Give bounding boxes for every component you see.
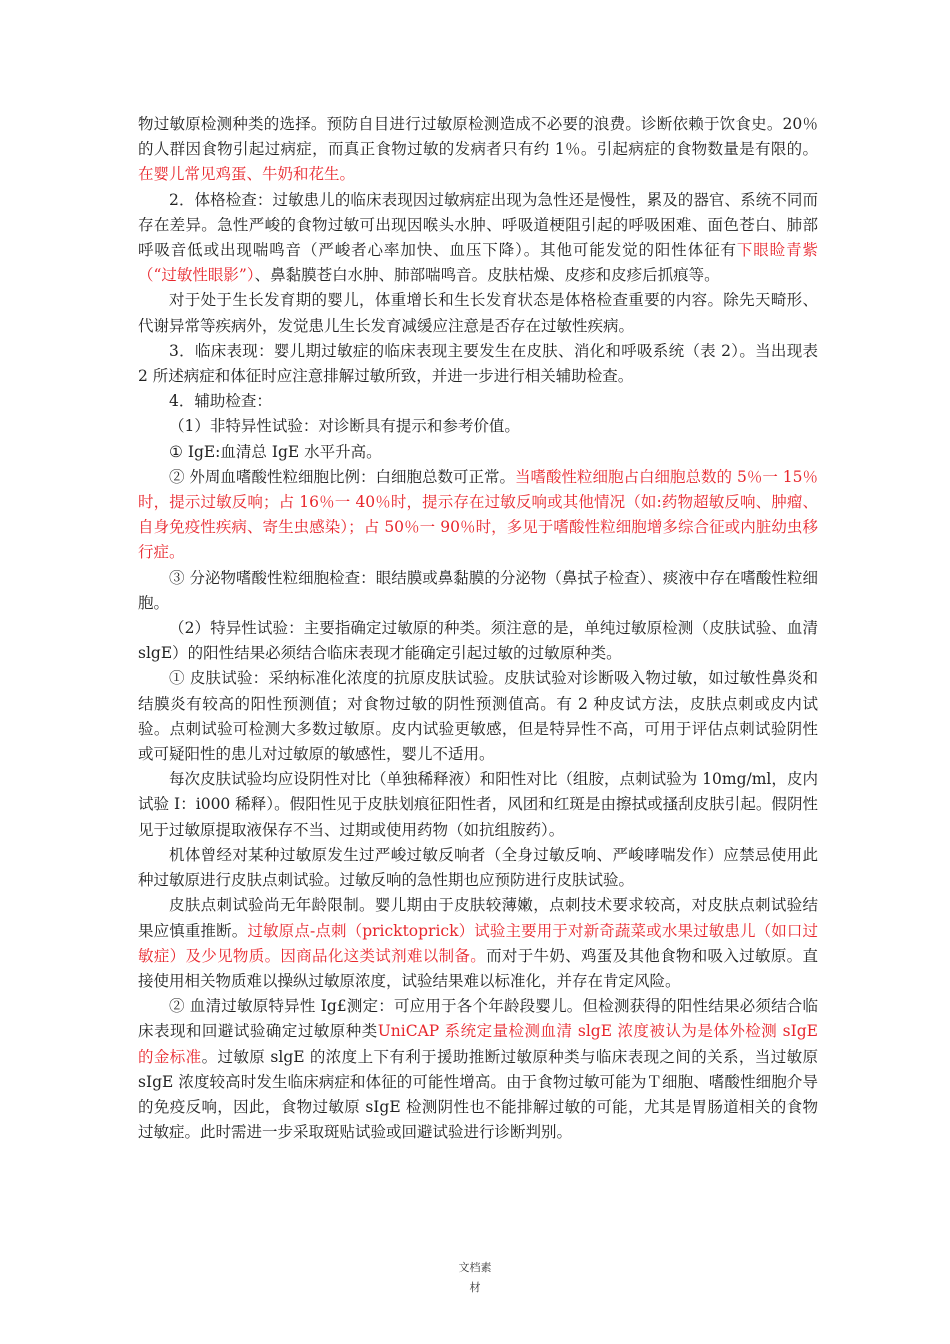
footer-line-1: 文档素 bbox=[458, 1261, 492, 1274]
paragraph-physical-exam: 2．体格检查：过敏患儿的临床表现因过敏病症出现为急性还是慢性，累及的器官、系统不同而存在差异。急性严峻的食物过敏可出现因喉头水肿、呼吸道梗阻引起的呼吸困难、面色苍白、肺部呼吸音低或出现喘鸣音（严峻者心率加快、血压下降）。其他可能发觉的阳性体征有下眼睑青紫（“过敏性眼影”）、鼻黏膜苍白水肿、肺部喘鸣音。皮肤枯燥、皮疹和皮疹后抓痕等。 bbox=[138, 190, 818, 285]
highlight-prick-to-prick: 过敏原点-点刺（pricktoprick）试验主要用于对新奇蔬菜或水果过敏患儿（如口过敏症）及少见物质。因商品化这类试剂难以制备。 bbox=[138, 921, 818, 965]
page-footer bbox=[0, 1258, 950, 1298]
document-body bbox=[138, 112, 818, 1145]
paragraph-total-ige: ① IgE:血清总 IgE 水平升高。 bbox=[169, 442, 382, 461]
paragraph-contraindication: 机体曾经对某种过敏原发生过严峻过敏反响者（全身过敏反响、严峻哮喘发作）应禁忌使用此种过敏原进行皮肤点刺试验。过敏反响的急性期也应预防进行皮肤试验。 bbox=[138, 845, 818, 890]
footer-line-2: 材 bbox=[469, 1281, 481, 1294]
heading-auxiliary-exam: 4．辅助检查： bbox=[169, 392, 272, 411]
heading-specific-tests: （2）特异性试验：主要指确定过敏原的种类。须注意的是，单纯过敏原检测（皮肤试验、血清 slgE）的阳性结果必须结合临床表现才能确定引起过敏的过敏原种类。 bbox=[138, 619, 818, 663]
heading-nonspecific-tests: （1）非特异性试验：对诊断具有提示和参考价值。 bbox=[169, 417, 520, 436]
highlight-eosinophil-ranges: 当嗜酸性粒细胞占白细胞总数的 5％一 15％时，提示过敏反响；占 16％一 40％时，提示存在过敏反响或其他情况（如:药物超敏反响、肿瘤、自身免疫性疾病、寄生虫感染）；占 50％一 90％时，多见于嗜酸性粒细胞增多综合征或内脏幼虫移行症。 bbox=[138, 467, 818, 562]
paragraph-controls: 每次皮肤试验均应设阴性对比（单独稀释液）和阳性对比（组胺，点刺试验为 10mg/ml，皮内试验 I：i000 稀释）。假阳性见于皮肤划痕征阳性者，风团和红斑是由擦拭或搔刮皮肤引起。假阴性见于过敏原提取液保存不当、过期或使用药物（如抗组胺药）。 bbox=[138, 770, 818, 839]
paragraph-growth: 对于处于生长发育期的婴儿，体重增长和生长发育状态是体格检查重要的内容。除先天畸形、代谢异常等疾病外，发觉患儿生长发育减缓应注意是否存在过敏性疾病。 bbox=[138, 291, 818, 335]
highlight-unicap: UniCAP 系统定量检测血清 slgE 浓度被认为是体外检测 sIgE 的金标准 bbox=[138, 1022, 818, 1066]
highlight-common-foods: 在婴儿常见鸡蛋、牛奶和花生。 bbox=[138, 165, 356, 184]
paragraph-clinical: 3．临床表现：婴儿期过敏症的临床表现主要发生在皮肤、消化和呼吸系统（表 2）。当出现表 2 所述病症和体征时应注意排解过敏所致，并进一步进行相关辅助检查。 bbox=[138, 341, 818, 386]
paragraph-skin-test: ① 皮肤试验：采纳标准化浓度的抗原皮肤试验。皮肤试验对诊断吸入物过敏，如过敏性鼻炎和结膜炎有较高的阳性预测值；对食物过敏的阴性预测值高。有 2 种皮试方法，皮肤点刺或皮内试验。点刺试验可检测大多数过敏原。皮内试验更敏感，但是特异性不高，可用于评估点刺试验阴性或可疑阳性的患儿对过敏原的敏感性，婴儿不适用。 bbox=[138, 669, 818, 764]
paragraph-serum-sige: ② 血清过敏原特异性 Ig£测定：可应用于各个年龄段婴儿。但检测获得的阳性结果必须结合临床表现和回避试验确定过敏原种类UniCAP 系统定量检测血清 slgE 浓度被认为是体外检测 sIgE 的金标准。过敏原 slgE 的浓度上下有利于援助推断过敏原种类与临床表现之间的关系，当过敏原 sIgE 浓度较高时发生临床病症和体征的可能性增高。由于食物过敏可能为Ｔ细胞、嗜酸性细胞介导的免疫反响，因此，食物过敏原 sIgE 检测阴性也不能排解过敏的可能，尤其是胃肠道相关的食物过敏症。此时需进一步采取斑贴试验或回避试验进行诊断判别。 bbox=[138, 997, 818, 1142]
paragraph-eosinophils: ② 外周血嗜酸性粒细胞比例：白细胞总数可正常。当嗜酸性粒细胞占白细胞总数的 5％一 15％时，提示过敏反响；占 16％一 40％时，提示存在过敏反响或其他情况（如:药物超敏反响、肿瘤、自身免疫性疾病、寄生虫感染）；占 50％一 90％时，多见于嗜酸性粒细胞增多综合征或内脏幼虫移行症。 bbox=[138, 467, 818, 562]
paragraph-prick-test: 皮肤点刺试验尚无年龄限制。婴儿期由于皮肤较薄嫩，点刺技术要求较高，对皮肤点刺试验结果应慎重推断。过敏原点-点刺（pricktoprick）试验主要用于对新奇蔬菜或水果过敏患儿（如口过敏症）及少见物质。因商品化这类试剂难以制备。而对于牛奶、鸡蛋及其他食物和吸入过敏原。直接使用相关物质难以操纵过敏原浓度，试验结果难以标准化，并存在肯定风险。 bbox=[138, 896, 818, 990]
paragraph-diet-history: 物过敏原检测种类的选择。预防自目进行过敏原检测造成不必要的浪费。诊断依赖于饮食史。20％的人群因食物引起过病症，而真正食物过敏的发病者只有约 1％。引起病症的食物数量是有限的。在婴儿常见鸡蛋、牛奶和花生。 bbox=[138, 115, 818, 184]
highlight-allergic-shiners: 下眼睑青紫（“过敏性眼影”） bbox=[138, 241, 818, 285]
paragraph-secretion-eosinophils: ③ 分泌物嗜酸性粒细胞检查：眼结膜或鼻黏膜的分泌物（鼻拭子检查）、痰液中存在嗜酸性粒细胞。 bbox=[138, 568, 818, 612]
